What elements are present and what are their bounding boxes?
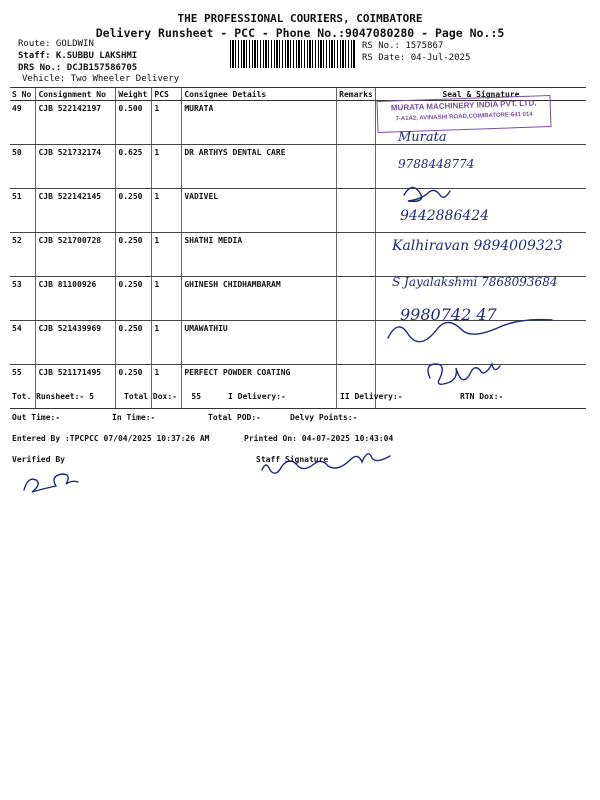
col-pcs: PCS	[152, 88, 182, 101]
vehicle-label: Vehicle: Two Wheeler Delivery	[22, 74, 180, 84]
printed-on: Printed On: 04-07-2025 10:43:04	[244, 434, 394, 443]
stamp-line-2: 7-A1A2, AVINASHI ROAD,COIMBATORE-641 014	[395, 111, 533, 123]
verified-by-signature	[24, 474, 78, 492]
cell-pcs: 1	[152, 277, 182, 321]
col-seal-signature: Seal & Signature	[375, 88, 586, 101]
cell-weight: 0.250	[116, 365, 152, 409]
cell-sno: 51	[10, 189, 36, 233]
cell-sno: 54	[10, 321, 36, 365]
cell-weight: 0.250	[116, 277, 152, 321]
cell-pcs: 1	[152, 189, 182, 233]
cell-consignment: CJB 522142145	[36, 189, 116, 233]
cell-consignee: PERFECT POWDER COATING	[182, 365, 337, 409]
rs-date: RS Date: 04-Jul-2025	[362, 53, 471, 63]
drs-label: DRS No.:	[18, 63, 62, 73]
handwritten-murata: Murata	[398, 130, 447, 145]
rtn-dox: RTN Dox:-	[460, 392, 504, 401]
cell-consignment: CJB 521171495	[36, 365, 116, 409]
delvy-points: Delvy Points:-	[290, 413, 358, 422]
signature-55	[428, 364, 500, 384]
cell-pcs: 1	[152, 321, 182, 365]
ii-delivery: II Delivery:-	[340, 392, 403, 401]
rs-number: RS No.: 1575867	[362, 41, 444, 51]
total-pod: Total POD:-	[208, 413, 261, 422]
cell-sno: 55	[10, 365, 36, 409]
cell-consignee: MURATA	[182, 101, 337, 145]
cell-consignee: GHINESH CHIDHAMBARAM	[182, 277, 337, 321]
cell-consignee: VADIVEL	[182, 189, 337, 233]
cell-weight: 0.250	[116, 233, 152, 277]
entered-by: Entered By :TPCPCC 07/04/2025 10:37:26 AM	[12, 434, 210, 443]
col-remarks: Remarks	[337, 88, 376, 101]
tot-runsheet: Tot. Runsheet:- 5	[12, 392, 94, 401]
cell-weight: 0.500	[116, 101, 152, 145]
staff-label: Staff: K.SUBBU LAKSHMI	[18, 51, 138, 61]
cell-sno: 53	[10, 277, 36, 321]
cell-sno: 52	[10, 233, 36, 277]
col-consignee: Consignee Details	[182, 88, 337, 101]
handwritten-name-53: S Jayalakshmi 7868093684	[392, 275, 558, 289]
cell-pcs: 1	[152, 145, 182, 189]
cell-consignment: CJB 522142197	[36, 101, 116, 145]
stamp-line-1: MURATA MACHINERY INDIA PVT. LTD.	[390, 98, 537, 113]
handwritten-phone-50: 9788448774	[398, 157, 475, 171]
col-consignment: Consignment No	[36, 88, 116, 101]
drs-value: DCJB157586705	[66, 63, 138, 73]
handwritten-name-52: Kalhiravan 9894009323	[392, 238, 563, 254]
handwritten-phone-54: 9980742 47	[400, 305, 497, 324]
total-dox: Total Dox:- 55	[124, 392, 202, 401]
i-delivery: I Delivery:-	[228, 392, 286, 401]
signature-51	[404, 187, 450, 201]
cell-consignee: SHATHI MEDIA	[182, 233, 337, 277]
route-label: Route: GOLDWIN	[18, 39, 94, 49]
cell-pcs: 1	[152, 365, 182, 409]
col-sno: S No	[10, 88, 36, 101]
company-title: THE PROFESSIONAL COURIERS, COIMBATORE	[177, 12, 423, 25]
cell-weight: 0.625	[116, 145, 152, 189]
cell-consignment: CJB 521732174	[36, 145, 116, 189]
cell-pcs: 1	[152, 233, 182, 277]
staff-signature-label: Staff Signature	[256, 455, 329, 464]
cell-consignment: CJB 521700728	[36, 233, 116, 277]
cell-consignment: CJB 521439969	[36, 321, 116, 365]
out-time: Out Time:-	[12, 413, 61, 422]
cell-weight: 0.250	[116, 189, 152, 233]
cell-weight: 0.250	[116, 321, 152, 365]
cell-sno: 50	[10, 145, 36, 189]
col-weight: Weight	[116, 88, 152, 101]
cell-sno: 49	[10, 101, 36, 145]
cell-pcs: 1	[152, 101, 182, 145]
cell-consignment: CJB 81100926	[36, 277, 116, 321]
verified-by-label: Verified By	[12, 455, 65, 464]
handwritten-phone-51: 9442886424	[400, 208, 490, 224]
cell-consignee: UMAWATHIU	[182, 321, 337, 365]
in-time: In Time:-	[112, 413, 156, 422]
cell-consignee: DR ARTHYS DENTAL CARE	[182, 145, 337, 189]
runsheet-subtitle: Delivery Runsheet - PCC - Phone No.:9047080280 - Page No.:5	[95, 26, 505, 40]
